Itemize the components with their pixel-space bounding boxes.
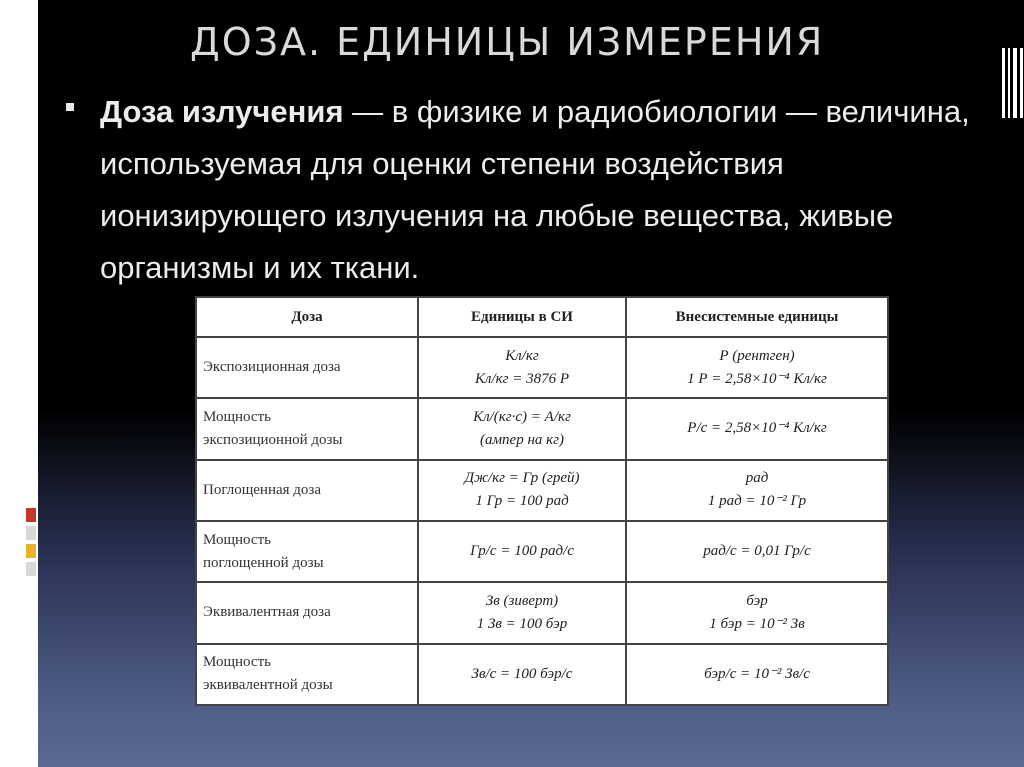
cell-line: Поглощенная доза <box>203 481 321 498</box>
left-color-marks <box>26 508 36 580</box>
dose-units-table <box>195 296 887 706</box>
dose-name-cell <box>196 460 418 521</box>
cell-line: бэр/с = 10⁻² Зв/с <box>704 665 810 682</box>
header-dose: Доза <box>196 297 418 337</box>
cell-line: Мощность <box>203 654 271 671</box>
color-mark <box>26 562 36 576</box>
cell-line: 1 бэр = 10⁻² Зв <box>709 615 805 632</box>
dose-name-cell <box>196 521 418 582</box>
cell-line: 1 Р = 2,58×10⁻⁴ Кл/кг <box>687 370 827 387</box>
si-units-cell <box>418 460 626 521</box>
definition-paragraph <box>100 86 1000 294</box>
table-header-row <box>196 297 888 337</box>
header-si-units: Единицы в СИ <box>418 297 626 337</box>
cell-line: Зв (зиверт) <box>485 592 559 609</box>
si-units-cell <box>418 582 626 643</box>
table-row <box>196 398 888 459</box>
cell-line: Мощность <box>203 408 271 425</box>
definition-term: Доза излучения <box>100 94 344 129</box>
cell-line: Эквивалентная доза <box>203 604 331 621</box>
cell-line: Экспозиционная доза <box>203 359 341 376</box>
table-row <box>196 521 888 582</box>
si-units-cell <box>418 521 626 582</box>
dose-name-cell <box>196 644 418 705</box>
si-units-cell <box>418 398 626 459</box>
cell-line: бэр <box>746 592 768 609</box>
slide-title: ДОЗА. ЕДИНИЦЫ ИЗМЕРЕНИЯ <box>190 20 825 64</box>
definition-text: — в физике и радиобиологии — величина, используемая для оценки степени воздействия ионизирующего излучения на любые вещества, живые организмы и их ткани. <box>100 94 970 285</box>
cell-line: 1 Гр = 100 рад <box>475 493 569 510</box>
bullet-icon <box>66 103 74 111</box>
cell-line: Дж/кг = Гр (грей) <box>464 470 580 487</box>
cell-line: Гр/с = 100 рад/с <box>470 543 574 560</box>
decorative-bars <box>1002 48 1024 118</box>
cell-line: (ампер на кг) <box>479 431 565 448</box>
cell-line: Р/с = 2,58×10⁻⁴ Кл/кг <box>687 420 827 437</box>
color-mark <box>26 526 36 540</box>
extra-units-cell <box>626 337 888 398</box>
table-row <box>196 337 888 398</box>
cell-line: Зв/с = 100 бэр/с <box>471 665 573 682</box>
si-units-cell <box>418 337 626 398</box>
cell-line: Мощность <box>203 531 271 548</box>
cell-line: экспозиционной дозы <box>203 431 343 448</box>
table-row <box>196 582 888 643</box>
cell-line: эквивалентной дозы <box>203 677 333 694</box>
cell-line: 1 Зв = 100 бэр <box>476 615 568 632</box>
extra-units-cell <box>626 644 888 705</box>
cell-line: рад/с = 0,01 Гр/с <box>703 543 811 560</box>
cell-line: рад <box>745 470 769 487</box>
left-margin-strip <box>0 0 38 767</box>
cell-line: Р (рентген) <box>719 347 795 364</box>
cell-line: Кл/кг = 3876 Р <box>474 370 570 387</box>
dose-name-cell <box>196 337 418 398</box>
extra-units-cell <box>626 582 888 643</box>
si-units-cell <box>418 644 626 705</box>
cell-line: Кл/(кг·с) = А/кг <box>473 408 571 425</box>
header-extra-units: Внесистемные единицы <box>626 297 888 337</box>
extra-units-cell <box>626 521 888 582</box>
cell-line: 1 рад = 10⁻² Гр <box>707 493 807 510</box>
extra-units-cell <box>626 398 888 459</box>
dose-name-cell <box>196 398 418 459</box>
cell-line: поглощенной дозы <box>203 554 324 571</box>
table-row <box>196 644 888 705</box>
dose-name-cell <box>196 582 418 643</box>
table-row <box>196 460 888 521</box>
cell-line: Кл/кг <box>505 347 539 364</box>
color-mark <box>26 544 36 558</box>
extra-units-cell <box>626 460 888 521</box>
color-mark <box>26 508 36 522</box>
